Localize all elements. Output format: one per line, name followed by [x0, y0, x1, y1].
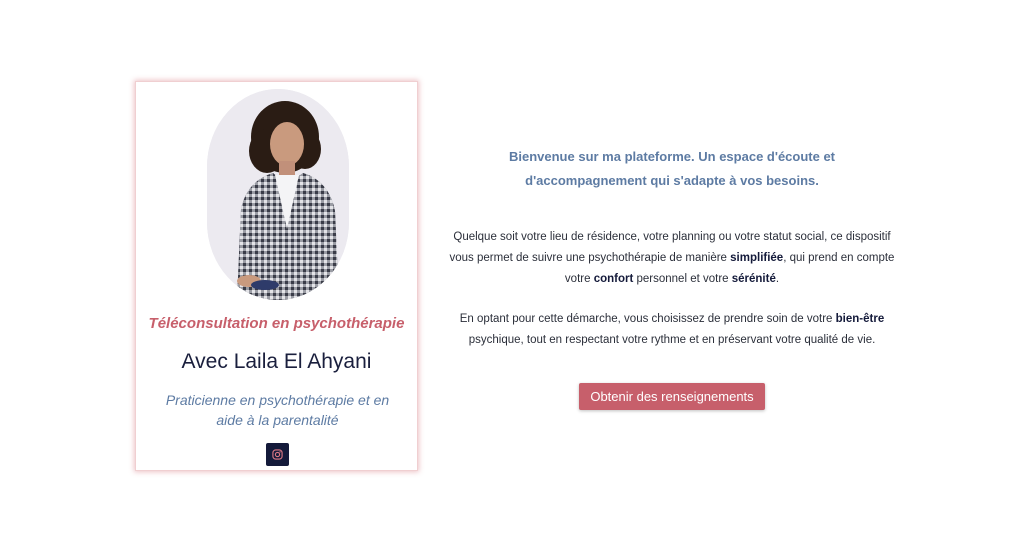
bold-keyword-serenite: sérénité [731, 273, 776, 285]
intro-heading [452, 145, 892, 193]
practitioner-role: Praticienne en psychothérapie et en aide à la parentalité [165, 392, 390, 428]
profile-card [135, 81, 418, 471]
instagram-link[interactable] [266, 443, 289, 466]
bold-keyword-bien-etre: bien-être [835, 313, 885, 325]
card-subtitle: Téléconsultation en psychothérapie [148, 315, 405, 332]
profile-photo [207, 89, 349, 300]
practitioner-name: Avec Laila El Ahyani [181, 350, 372, 373]
bold-keyword-confort: confort [593, 273, 634, 285]
paragraph-text: En optant pour cette démarche, vous choisissez de prendre soin de votre [459, 313, 836, 325]
instagram-icon [272, 449, 283, 460]
paragraph-residence [442, 227, 902, 290]
get-information-button[interactable]: Obtenir des renseignements [579, 383, 765, 410]
paragraph-text: personnel et votre [633, 273, 732, 285]
paragraph-text: . [775, 273, 780, 285]
paragraph-text: , qui prend en compte votre [564, 252, 895, 285]
paragraph-text: Quelque soit votre lieu de résidence, votre planning ou votre statut social, ce dispositif vous permet de suivre une psychothérapie de manière [449, 231, 891, 264]
intro-line-1: Bienvenue sur ma plateforme. Un espace d'écoute et [508, 149, 836, 164]
intro-line-2: d'accompagnement qui s'adapte à vos besoins. [525, 173, 819, 188]
bold-keyword-simplifiee: simplifiée [730, 252, 784, 264]
paragraph-wellbeing [442, 309, 902, 351]
paragraph-text: psychique, tout en respectant votre rythme et en préservant votre qualité de vie. [468, 334, 876, 346]
